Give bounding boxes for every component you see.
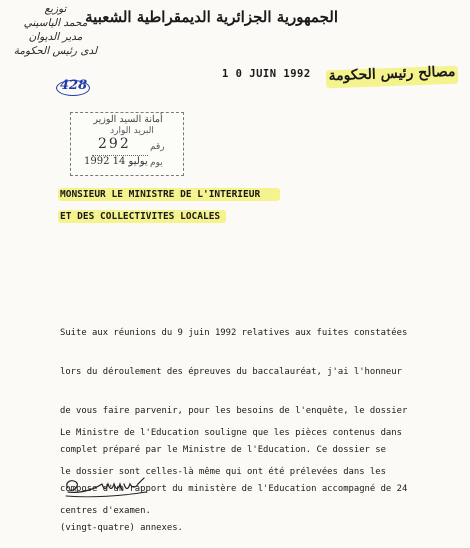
distribution-note-line: لدى رئيس الحكومة — [13, 45, 98, 57]
distribution-note-line: محمد الياسيني — [23, 17, 88, 29]
recipient-line-2: ET DES COLLECTIVITES LOCALES — [60, 211, 221, 222]
body-line: le dossier sont celles-là même qui ont été prélevées dans les — [60, 467, 386, 477]
body-line: compose d'un rapport du ministère de l'Education accompagné de 24 — [60, 484, 408, 494]
distribution-note-line: توزيع — [44, 3, 67, 15]
body-line: Le Ministre de l'Education souligne que les pièces contenus dans — [60, 428, 402, 438]
office-title: مصالح رئيس الحكومة — [328, 63, 456, 85]
stamp-date-label: يوم — [150, 158, 163, 168]
letterhead: الجمهورية الجزائرية الديمقراطية الشعبية — [85, 8, 338, 26]
body-line: centres d'examen. — [60, 506, 151, 516]
stamp-number: 292 — [98, 136, 131, 152]
distribution-note-line: مدير الديوان — [28, 31, 83, 43]
body-line: complet préparé par le Ministre de l'Education. Ce dossier se — [60, 445, 386, 455]
stamp-title: أمانة السيد الوزير — [93, 114, 163, 125]
body-line: Suite aux réunions du 9 juin 1992 relatives aux fuites constatées — [60, 328, 408, 338]
body-line: lors du déroulement des épreuves du baccalauréat, j'ai l'honneur — [60, 367, 402, 377]
recipient-line-1: MONSIEUR LE MINISTRE DE L'INTERIEUR — [60, 189, 261, 200]
stamp-number-label: رقم — [150, 142, 165, 152]
stamp-subtitle: البريد الوارد — [110, 126, 154, 136]
signature — [62, 470, 152, 504]
body-line: (vingt-quatre) annexes. — [60, 523, 183, 533]
date-stamp: 1 0 JUIN 1992 — [222, 68, 311, 80]
stamp-date: 1992 يوليو 14 — [84, 156, 148, 167]
body-line: de vous faire parvenir, pour les besoins de l'enquête, le dossier — [60, 406, 408, 416]
reference-number: 428 — [60, 78, 88, 93]
body-paragraph-2 — [60, 401, 402, 531]
